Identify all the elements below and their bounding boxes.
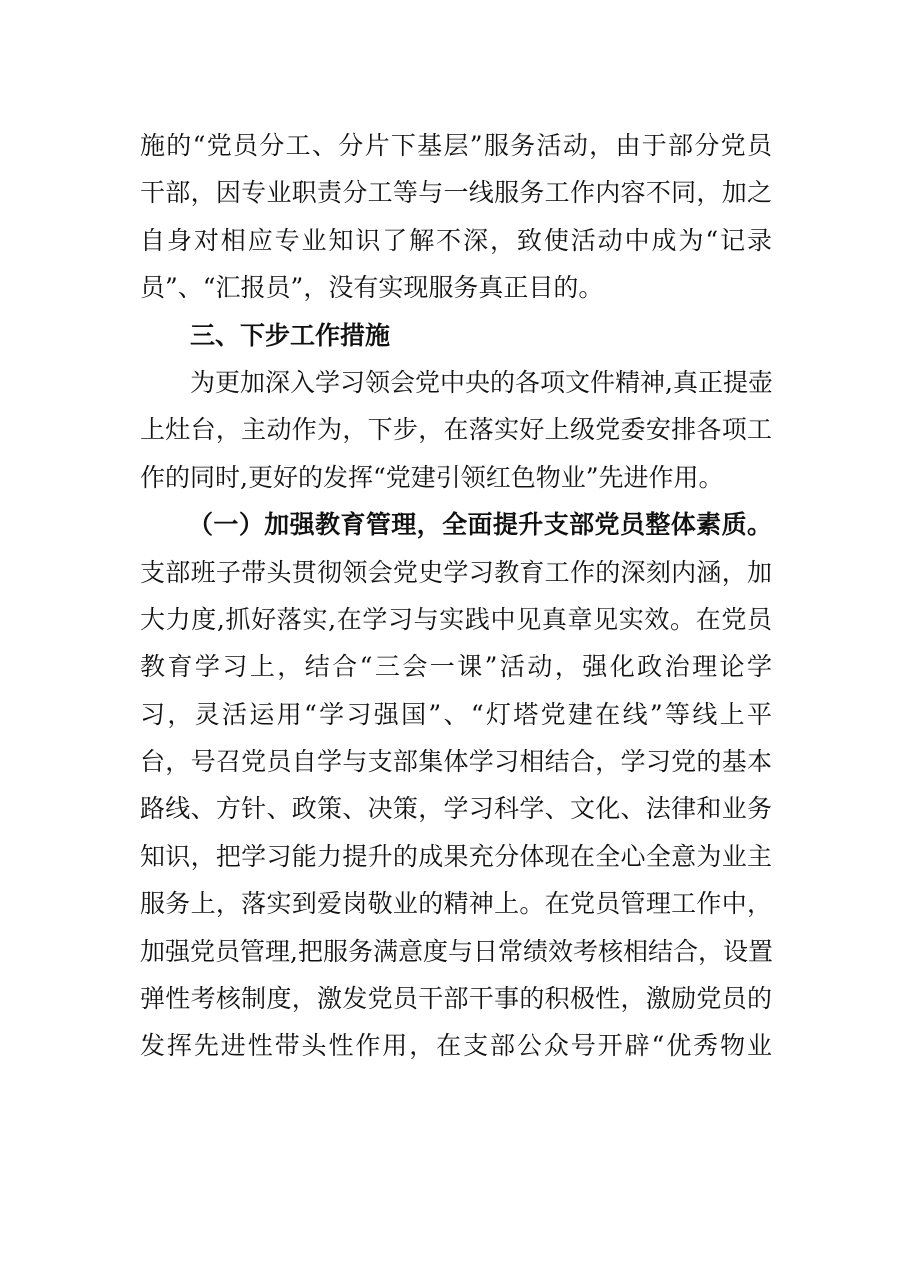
paragraph-line: 服务上，落实到爱岗敬业的精神上。在党员管理工作中， bbox=[140, 889, 772, 919]
paragraph-line: 干部，因专业职责分工等与一线服务工作内容不同，加之 bbox=[140, 178, 772, 208]
document-body bbox=[140, 122, 772, 1070]
paragraph-line: 员”、“汇报员”，没有实现服务真正目的。 bbox=[140, 273, 604, 303]
paragraph-line: 为更加深入学习领会党中央的各项文件精神,真正提壶 bbox=[190, 367, 773, 397]
paragraph-line: 施的“党员分工、分片下基层”服务活动，由于部分党员 bbox=[140, 131, 772, 160]
subsection-heading: （一）加强教育管理，全面提升支部党员整体素质。 bbox=[188, 510, 772, 540]
paragraph-line: 加强党员管理,把服务满意度与日常绩效考核相结合，设置 bbox=[140, 936, 773, 966]
paragraph-line: 知识，把学习能力提升的成果充分体现在全心全意为业主 bbox=[140, 841, 772, 871]
paragraph-line: 发挥先进性带头性作用，在支部公众号开辟“优秀物业 bbox=[140, 1031, 772, 1061]
paragraph-line: 台，号召党员自学与支部集体学习相结合，学习党的基本 bbox=[140, 747, 772, 777]
paragraph-line: 弹性考核制度，激发党员干部干事的积极性，激励党员的 bbox=[140, 984, 772, 1014]
paragraph-line: 大力度,抓好落实,在学习与实践中见真章见实效。在党员 bbox=[140, 604, 772, 634]
paragraph-line: 教育学习上，结合“三会一课”活动，强化政治理论学 bbox=[140, 652, 772, 682]
paragraph-line: 习，灵活运用“学习强国”、“灯塔党建在线”等线上平 bbox=[140, 699, 772, 729]
paragraph-line: 上灶台，主动作为，下步，在落实好上级党委安排各项工 bbox=[140, 415, 772, 445]
paragraph-line: 支部班子带头贯彻领会党史学习教育工作的深刻内涵，加 bbox=[140, 557, 772, 587]
paragraph-line: 作的同时,更好的发挥“党建引领红色物业”先进作用。 bbox=[140, 462, 724, 492]
section-heading: 三、下步工作措施 bbox=[190, 320, 391, 350]
paragraph-line: 路线、方针、政策、决策，学习科学、文化、法律和业务 bbox=[140, 794, 772, 824]
paragraph-line: 自身对相应专业知识了解不深，致使活动中成为“记录 bbox=[140, 225, 772, 255]
